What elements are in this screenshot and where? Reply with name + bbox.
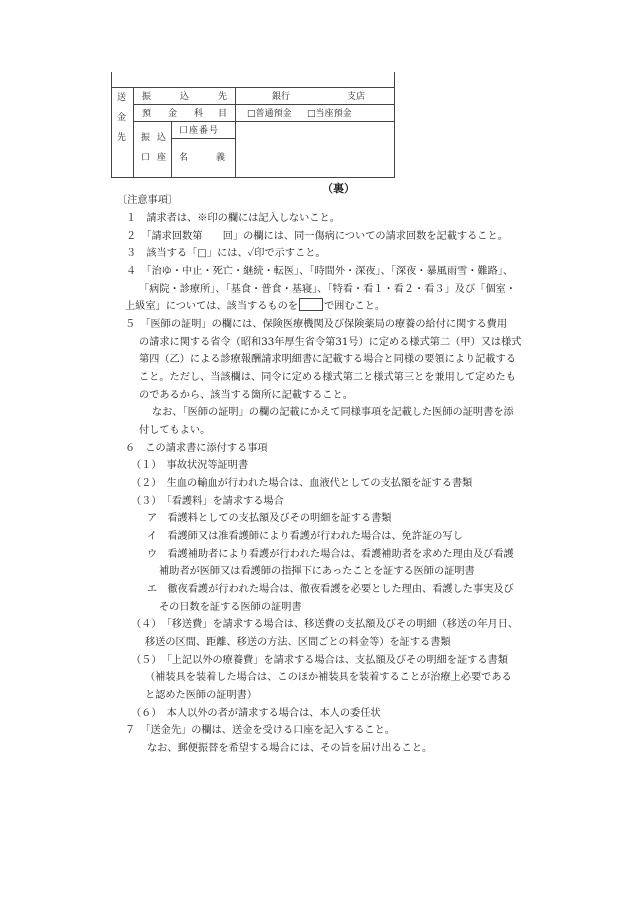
- note-5-addendum-line-1: なお、「医師の証明」の欄の記載にかえて同様事項を記載した医師の証明書を添: [152, 407, 514, 418]
- note-6-item-4-line-1: （４） 「移送費」を請求する場合は、移送費の支払額及びその明細（移送の年月日、: [131, 619, 519, 630]
- current-deposit-label: 当座預金: [315, 109, 352, 119]
- note-6-item-5-line-3: と認めた医師の証明書）: [145, 690, 258, 701]
- note-6-heading: ６ この請求書に添付する事項: [125, 443, 268, 454]
- note-4-line-2: 「病院・診療所」、「基食・普食・基寝」、「特看・看１・看２・看３」及び「個室・: [139, 284, 516, 295]
- note-6-item-3: （３） 「看護料」を請求する場合: [131, 496, 284, 507]
- deposit-type-char-3: 科: [194, 109, 204, 119]
- ordinary-deposit-option: □普通預金: [247, 109, 292, 119]
- note-2: ２ 「請求回数第 回」の欄には、同一傷病についての請求回数を記載すること。: [126, 231, 508, 242]
- transfer-account-char-2: 込: [157, 133, 167, 143]
- remittance-section-char-1: 送: [117, 93, 127, 103]
- bank-label: 銀行: [272, 92, 291, 102]
- account-number-label: 口座番号: [179, 126, 220, 136]
- transfer-dest-char-1: 振: [142, 92, 152, 102]
- ordinary-deposit-label: 普通預金: [255, 109, 292, 119]
- note-6-item-3-e-line-1: エ 徹夜看護が行われた場合は、徹夜看護を必要とした理由、看護した事実及び: [147, 584, 514, 595]
- note-5-line-5: のであるから、該当する箇所に記載すること。: [139, 390, 353, 401]
- transfer-account-char-3: 口: [141, 153, 151, 163]
- note-5-line-4: こと。ただし、当該欄は、同令に定める様式第二と様式第三とを兼用して定めたも: [139, 372, 516, 383]
- account-name-char-2: 義: [216, 153, 226, 163]
- remittance-table: [111, 72, 395, 178]
- deposit-type-char-4: 目: [218, 109, 228, 119]
- note-5-line-3: 第四（乙）による診療報酬請求明細書に記載する場合と同様の要領により記載する: [139, 354, 516, 365]
- note-4-line-1: ４ 「治ゆ・中止・死亡・継続・転医」、「時間外・深夜」、「深夜・暴風雨雪・難路」、: [126, 266, 514, 277]
- current-deposit-option: □当座預金: [307, 109, 352, 119]
- back-side-label: （裏）: [322, 182, 355, 195]
- deposit-type-char-1: 預: [142, 109, 152, 119]
- note-6-item-2: （２） 生血の輸血が行われた場合は、血液代としての支払額を証する書類: [131, 478, 473, 489]
- note-4-line-3-prefix: 上級室」については、該当するものを: [125, 301, 298, 312]
- deposit-type-char-2: 金: [168, 109, 178, 119]
- note-6-item-6: （６） 本人以外の者が請求する場合は、本人の委任状: [131, 708, 381, 719]
- note-6-item-3-u-line-1: ウ 看護補助者により看護が行われた場合は、看護補助者を求めた理由及び看護: [147, 549, 514, 560]
- note-6-item-3-i: イ 看護師又は准看護師により看護が行われた場合は、免許証の写し: [147, 531, 463, 542]
- note-5-line-1: ５ 「医師の証明」の欄には、保険医療機関及び保険薬局の療養の給付に関する費用: [125, 319, 508, 330]
- note-3: ３ 該当する「□」には、✓印で示すこと。: [126, 248, 326, 259]
- note-7-line-2: なお、郵便振替を希望する場合には、その旨を届け出ること。: [147, 743, 433, 754]
- note-6-item-4-line-2: 移送の区間、距離、移送の方法、区間ごとの料金等）を証する書類: [145, 637, 451, 648]
- account-name-char-1: 名: [179, 153, 189, 163]
- transfer-account-char-4: 座: [157, 153, 167, 163]
- enclosure-box-icon: [299, 298, 323, 311]
- transfer-dest-char-3: 先: [218, 92, 228, 102]
- notes-heading: 〔注意事項〕: [117, 195, 179, 206]
- branch-label: 支店: [347, 92, 366, 102]
- note-4-line-3-suffix: で囲むこと。: [323, 301, 386, 312]
- note-4-line-3: [125, 298, 385, 316]
- note-6-item-3-a: ア 看護料としての支払額及びその明細を証する書類: [147, 513, 392, 524]
- note-6-item-3-u-line-2: 補助者が医師又は看護師の指揮下にあったことを証する医師の証明書: [159, 566, 475, 577]
- transfer-account-char-1: 振: [141, 133, 151, 143]
- note-6-item-5-line-1: （５） 「上記以外の療養費」を請求する場合は、支払額及びその明細を証する書類: [131, 655, 508, 666]
- note-6-item-1: （１） 事故状況等証明書: [131, 460, 249, 471]
- note-7-line-1: ７ 「送金先」の欄は、送金を受ける口座を記入すること。: [125, 725, 395, 736]
- note-5-addendum-line-2: 付してもよい。: [139, 425, 211, 436]
- note-1: １ 請求者は、※印の欄には記入しないこと。: [126, 213, 340, 224]
- note-6-item-5-line-2: （補装具を装着した場合は、このほか補装具を装着することが治療上必要である: [145, 672, 512, 683]
- note-5-line-2: の請求に関する省令（昭和33年厚生省令第31号）に定める様式第二（甲）又は様式: [139, 337, 522, 348]
- remittance-section-char-2: 金: [117, 113, 127, 123]
- remittance-section-char-3: 先: [117, 133, 127, 143]
- note-6-item-3-e-line-2: その日数を証する医師の証明書: [159, 602, 302, 613]
- transfer-dest-char-2: 込: [180, 92, 190, 102]
